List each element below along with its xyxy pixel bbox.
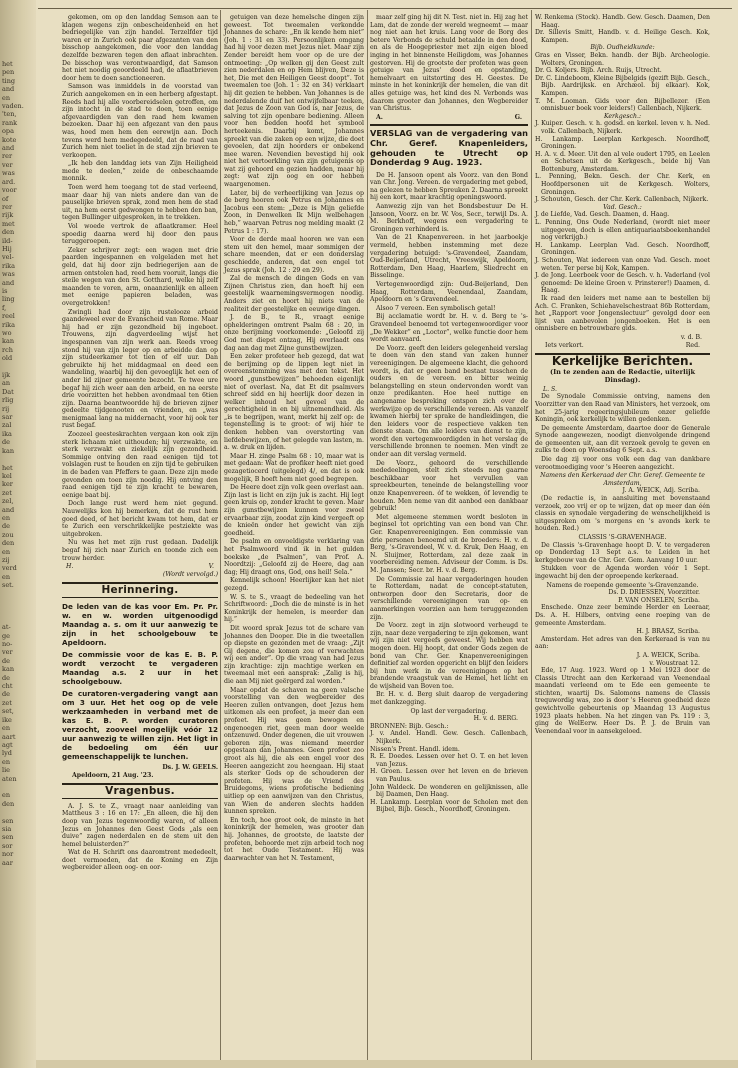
signature-initial: A. <box>376 113 383 121</box>
amsterdam-address: v. Woustraat 12. <box>649 659 700 667</box>
signature-initial: H. <box>66 563 74 571</box>
paragraph: De Classis 's-Gravenhage hoopt D. V. te vergaderen op Donderdag 13 Sept a.s. te Leiden in het kerkgebouw van de Chr. Ger. Gem. Aanvang 10 uur. <box>535 541 710 564</box>
paragraph: En toch, hoe groot ook, de minste in het koninkrijk der hemelen, was grooter dan hij. Johannes, de grootste, de laatste der profeten, behoorde met zijn arbeid toch nog tot het Oude Testament. Hij was daarwachter van het N. Testament, <box>224 816 364 862</box>
signature-line <box>62 563 218 571</box>
paragraph: De psalm en onvoeldigste verklaring van het Psalmwoord vind ik in het gulden boekske „de Psalmen”, van Prof. A. Noordtzij: „Geloofd zij de Heere, dag aan dag; Hij draagt ons, God, ons heil! Sela.” <box>224 538 364 576</box>
page-bottom-edge <box>36 1060 738 1068</box>
source-item: J. Schouten, Wat iedereen van onze Vad. Gesch. moet weten. Ter perse bij Kok, Kampen. <box>535 257 710 272</box>
editor-note-red: Red. <box>685 341 700 349</box>
notice-signature: Ds. J. W. GEELS. <box>162 763 218 771</box>
paragraph: De Heere doet zijn volk geen overlast aan. Zijn last is licht en zijn juk is zacht. Hij legt geen kruis op, zonder kracht te geven. Maar zijn gunstbewijzen kunnen voor zwoel ervaarbaar zijn, zoodat zijn kind vergeeft op de knieën onder het gewicht van zijn goedheid. <box>224 484 364 537</box>
paragraph: Zeker schrijver zegt: een wagen met drie paarden ingespannen en volgeladen met het geld, dat hij door zijn bedriegerijen aan de armen ontstolen had, reed hem vooruit, langs die steile wegen van den St. Gotthard, welke hij zelf maanden te voren, arm, onaanzienlijk en alleen met eenige papieren beladen, was overgetrokken! <box>62 246 218 307</box>
source-item: Dr. C. Lindeboom, Kleine Bijbelgids (gezift Bijb. Gesch., Bijb. Aardrijksk. en Archæol. bij elkaar). Kok, Kampen. <box>535 74 710 97</box>
paragraph: Later, bij de verheerlijking van Jezus op de berg hooren ook Petrus en Johannes en Jacobus een stem: „Deze is Mijn geliefde Zoon, in Denwelken Ik Mijn welbehagen heb,” waarvan Petrus nog melding maakt (2 Petrus 1 : 17). <box>224 189 364 235</box>
salutation: L. S. <box>543 385 558 393</box>
paragraph: (De redactie is, in aansluiting met bovenstaand verzoek, zoo vrij er op te wijzen, dat op meer dan één classis en synodale vergadering de wenschelijkheid is uitgesproken om 's morgens en 's avonds kerk te houden. Red.) <box>535 495 710 533</box>
classis-signature: P. VAN ONSELEN, Scriba. <box>618 596 700 604</box>
section-heading-vragenbus: Vragenbus. <box>62 783 218 799</box>
paragraph: „Ik heb den landdag iets van Zijn Heiligheid mede te deelen,” zeide de onbeschaamde monnik. <box>62 160 218 183</box>
subheading-kerkgesch: Kerkgesch.: <box>603 112 642 120</box>
editor-note-text: Iets verkort. <box>545 341 584 349</box>
paragraph: Ede, 17 Aug. 1923. Werd op 1 Mei 1923 door de Classis Utrecht aan den Kerkeraad van Veenendaal maandati verleend om te Ede een gemeente te stichten, waartij Ds. Salomons namens de Classis trequwordig was, zoo is door 's Heeren goedheid deze gewichtvolle gebeurtenis op Maandag 13 Augustus 1923 plaats hebben. Na het zingen van Ps. 119 : 3, ging de WelEerw. Heer Ds. P. J. de Bruin van Veenendaal voor in aansekgeloed. <box>535 667 710 735</box>
paragraph: Zwingli had door zijn rustelooze arbeid gaandeweel ever de Evanscheid van Rome. Maar hij had er zijn gezondheid bij ingeboet. Trouwens, zijn dagverdeeling wijst het ingespannen van zijn werk aan. Reeds vroeg stond hij van zijn leger op en arbeidde dan op zijn studeerkamer tot tien of elf uur. Dan gebruikte hij het middagmaal en deed een wandeling, waarbij hij den gevoeglijk het een of ander lid zijner gemeente bezocht. Te twee ure begaf hij zich weer aan den arbeid, en na eerste drie voorzitten het hebben avondmaal ten 6tien zijn. Daarna beantwoordde hij de brieven zijner gedeelte tijdgenooten en vrienden, en „was menigmaal lang na middernacht, voor hij ook ter rust begaf. <box>62 308 218 430</box>
signature-line <box>370 114 528 122</box>
classis-namens: Namens de roepende gemeente 's-Gravenzande. <box>546 581 699 589</box>
subheading-vad-gesch: Vad. Gesch.: <box>603 203 642 211</box>
paragraph: Met algemeene stemmen wordt besloten in beginsel tot oprichting van een bond van Chr. Ger. Knapenvereenigingen. Een commissie van drie personen benoemd uit de broeders: H. v. d. Berg, 's-Gravendeel, W. v. d. Kruk, Den Haag, en N. Sluijmer, Rotterdam, zal deze zaak in voorbereiding nemen. Adviseur der Comm. is Ds. M. Janssen; Secr. br. H. v. d. Berg. <box>370 513 528 574</box>
source-item: John Waldeck. De wonderen en gelijknissen, alle bij Daamen, Den Haag. <box>370 783 528 799</box>
closing-line: Op last der vergadering. <box>410 707 488 715</box>
source-item: H. Lankamp. Leerplan Vad. Gesch. Noordhoff, Groningen. <box>535 241 710 257</box>
section-heading-verslag: VERSLAG van de vergadering van Chr. Geref. Knapenleiders, gehouden te Utrecht op Donderdag 9 Aug. 1923. <box>370 128 528 168</box>
source-item: J. de Jong. Leerboek voor de Gesch. v. h. Vaderland (vol genoemd: De kleine Groen v. Prinsterer!) Daamen, d. Haag. <box>535 272 710 295</box>
paragraph: Vertegenwoordigd zijn: Oud-Beijerland, Den Haag, Rotterdam, Veenendaal, Zaandam, Apeldoorn en 's Gravendeel. <box>370 281 528 304</box>
enschede-signature: H. J. BRASZ, Scriba. <box>636 628 700 636</box>
source-item: L. Penning, Bekn. Gesch. der Chr. Kerk, en Hoofdpersonen uit de Kerkgesch. Wolters, Groningen. <box>535 173 710 196</box>
to-be-continued: (Wordt vervolgd.) <box>162 570 218 578</box>
paragraph: De Voorz. geeft den leiders gelegenheid verslag te doen van den stand van zaken hunner vereenigingen. De algemeene klacht, die gehoord wordt, is, dat er geen band bestaat tusschen de ouders en de vereen. en bitter weinig belangstelling en steun ondervonden wordt van onze predikanten. Hoe heel nuttige en aangename bespreking ontspon zich over de werkwijze op de verschillende vereen. Als vanzelf kwamen hierbij ter sprake de handleidingen, die den leiders voor de respectieve vakken ten dienste staan. Om alle leiders van dienst te zijn, wordt den vertegenwoordigden in het verslag de verschillende bronnen te noemen. Men vindt ze onder aan dit verslag vermeld. <box>370 344 528 459</box>
section-heading-kerkelijke-berichten: Kerkelijke Berichten. <box>535 353 710 366</box>
amsterdam-signature: J. A. WEICK, Scriba. <box>636 651 700 659</box>
column-4 <box>535 14 710 1054</box>
divider <box>370 124 528 126</box>
signature-initial: v. d. B. <box>680 333 702 341</box>
classis-signature: Ds. D. DRIESSEN, Voorzitter. <box>608 589 700 597</box>
source-item: H. Lankamp. Leerplan voor de Scholen met den Bijbel, Bijb. Gesch., Noordhoff, Groningen. <box>370 798 528 814</box>
paragraph: De Voorz., gehoord de verschillende mededeelingen, stelt zich steeds nog gaarne beschikbaar voor het vervullen van spreekbeurten, teneinde de belangstelling voor onze Knapenvereen. óf te wekken, óf levendig te houden. Men neme van dit aanbod een dankbaar gebruik! <box>370 459 528 513</box>
section-heading-herinnering: Herinnering. <box>62 582 218 598</box>
column-3 <box>370 14 528 1054</box>
paragraph: Zal de mensch de dingen Gods en van Zijnen Christus zien, dan hoeft hij een geestelijk waarnemingsvermogen noodig. Anders ziet en hoort hij niets van de realiteit der geestelijke en eeuwige dingen. <box>224 275 364 313</box>
source-item: W. Renkema (Stock). Handb. Gew. Gesch. Daamen, Den Haag. <box>535 14 710 29</box>
paragraph: Van de 21 Knapenvereen. in het jaarboekje vermeld, hebben instemming met deze vergadering betuigd: 's-Gravendeel, Zaandam, Oud-Beijerland, Utrecht, Vreeswijk, Apeldoorn, Rotterdam, Den Haag, Haarlem, Sliedrecht en Bisselinge. <box>370 234 528 280</box>
paragraph: maar zelf ging hij dit N. Test. niet in. Hij zag het Lam, dat de zonde der wereld wegneemt — maar nog niet aan het kruis. Lang voor de Borg des betere Verbonds de schuld betaalde in den dood, en als de Hoogepriester met zijn eigen bloed inging in het binnenste Heiligdom, was Johannes gestorven. Hij de grootste der profeten was geen getuige van Jezus' dood en opstanding, hemelvaart en uitstorting des H. Geestes. De minste in het koninkrijk der hemelen, die van dit alles getuige was, het kind des N. Verbonds was daarom grooter dan Johannes, den Wegbereider van Christus. <box>370 14 528 113</box>
column-divider <box>531 10 532 1060</box>
paragraph: Alsoo 7 vereen. Een symbolisch getal! <box>376 304 496 312</box>
column-1 <box>62 14 218 1054</box>
paragraph: Maar opdat de schaven na geen valsche voorstelling van den wegbereider des Heeren zullen ontvangen, doet Jezus hem uitkomen als een profeet, ja meer dan een profeet. Hij was geen bewogen en ongenoegen riet, geen man door weelde ontzenuwd. Onder degenen, die uit vrouwen geboren zijn, was niemand meerder opgestaan dan Johannes. Geen profeet zoo groot als hij, die als een engel voor des Heeren aangezicht zou heengaan. Hij staat als sterker Gods op de schouderen der profeten. Hij was de Vriend des Bruidegoms, wiens profetische bediening uitliep op een aanwijzen van den Christus, van Wien de anderen slechts hadden kunnen spreken. <box>224 686 364 816</box>
paragraph: Bij acclamatie wordt br. H. v. d. Berg te 's-Gravendeel benoemd tot vertegenwoordiger voor „De Wekker” en „Loctor”, welke functie door hem wordt aanvaard. <box>370 313 528 344</box>
paragraph: Enschede. Onze zeer beminde Herder en Leeraar, Ds. A. H. Hilbers, ontving eene roeping van de gemeente Amsterdam. <box>535 604 710 627</box>
paragraph: Vol woede vertrok de aflaatkramer. Heel spoedig daarna werd hij door den paus teruggeroepen. <box>62 223 218 246</box>
namens-line: Namens den Kerkeraad der Chr. Geref. Gemeente te Amsterdam, <box>540 472 705 487</box>
paragraph: Aanwezig zijn van het Bondsbestuur De H. Jansoon, Voorz. en br. W. Vos, Secr., terwijl Ds. A. M. Berkhoff, wegens een vergadering te Groningen verhinderd is. <box>370 203 528 233</box>
paragraph: De H. Jansoon opent als Voorz. van den Bond van Chr. Jong. Vereen. de vergadering met gebed, na gelezen te hebben Spreuken 2. Daarna spreekt hij een kort, maar krachtig openingswoord. <box>370 171 528 202</box>
paragraph: De Commissie zal haar vergaderingen houden te Rotterdam, nadat de concept-statuten, ontworpen door den Secretaris, door de verschillende vereenigingen van op- en aanmerkingen voorzien aan hem teruggezonden zijn. <box>370 575 528 621</box>
classis-heading: CLASSIS 'S-GRAVENHAGE. <box>578 534 667 541</box>
paragraph: Ik raad den leiders met name aan te bestellen bij Ach. C. Franken, Schiehavelschestraat 86b Rotterdam, het „Rapport voor Jongenslectuur” gevolgd door een lijst van aanbevolen jongenboeken. Het is een omnisbere en betrouwbare gids. <box>535 294 710 333</box>
source-item: Dr. Sillevis Smitt, Handb. v. d. Heilige Gesch. Kok, Kampen. <box>535 29 710 44</box>
notice-text: De commissie voor de kas E. B. P. wordt verzocht te vergaderen Maandag a.s. 2 uur in het schoolgebouw. <box>62 649 218 686</box>
source-item: J. Kuiper. Gesch. v. h. godsd. en kerkel. leven v. h. Ned. volk. Callenbach, Nijkerk. <box>535 120 710 135</box>
editor-note <box>535 342 710 350</box>
paragraph: gekomen, om op den landdag Semson aan te klagen wegens zijn onbescheidenheid en het bedriegelijke van zijn handel. Terzelfder tijd waren er in Zurich ook paar afgezanten van den bisschop aangekomen, die voor den landdag dezelfde bezwaren tegen den aflaat inbrachten. De bisschop was verontwaardigd, dat Samson het niet noodig geoordeeld had, de aflaatbrieven door hem te doen sanctioneeren. <box>62 14 218 82</box>
paragraph: Een zeker profeteer heb gezegd, dat wat de berijming op de lippen legt niet in overeenstemming was met den tekst. Het woord „gunstbewijzen” behoeden eigenlijk niet of overlast. Na, dat Et dit psalmvers schreef sidd en hij heerlijk door dezen in welker inhoud het gevoel van de gerechtigheid in en bij uitnemendheid. Als „is te begrijpen, want, merkt hij zelf op: de tegenstelling is te groot: of wij hier te denken hebben van overstorting van liefdebewijzen, of het gelegde van lasten, m. a. w. druk en lijden. <box>224 353 364 452</box>
section-subheading: (In te zenden aan de Redactie, uiterlijk Dinsdag). <box>549 367 696 384</box>
paragraph: Toen werd hem toegang tot de stad verleend, maar daar hij van niets andere dan van de pauselijke brieven sprak, zond men hem de stad uit, na hem eerst gedwongen te hebben den ban, tegen Bullinger uitgesproken, in te trekken. <box>62 184 218 222</box>
report-signature: H. v. d. BERG. <box>473 715 518 723</box>
source-item: H. A. v. d. Meer. Uit den al vele oudert 1795, en Leelen en Schetsen uit de Kerkgesch., beide bij Van Bottenburg, Amsterdam. <box>535 150 710 173</box>
source-item: Nissen's Prent. Handl. idem. <box>370 745 460 753</box>
source-item: J. v. Andel. Handl. Gew. Gesch. Callenbach, Nijkerk. <box>370 730 528 746</box>
paragraph: Nu was het met zijn rust gedaan. Dadelijk begaf hij zich naar Zurich en toonde zich een trouw herder. <box>62 539 218 562</box>
notice-text: De curatoren-vergadering vangt aan om 3 uur. Het het oog op de vele werkzaamheden in verband met de kas E. B. P. worden curatoren verzocht, zooveel mogelijk vóór 12 uur aanwezig te willen zijn. Het ligt in de bedoeling om één uur gemeenschappelijk te lunchen. <box>62 688 218 761</box>
column-divider <box>367 10 368 1060</box>
notice-date: Apeldoorn, 21 Aug. '23. <box>72 771 154 779</box>
source-item: L. Penning, Ons Oude Nederland, (wordt niet meer uitgegeven, doch is ellen antiquariaatsboekenhandel nog verkrijgb.) <box>535 219 710 242</box>
paragraph: J. de B., te R., vraagt eenige ophelderingen omtrent Psalm 68 : 20, in onze berijming voorkomende: „Geloofd zij God met diepst ontzag, Hij overlaadt ons dag aan dag met Zijne gunstbewijzen. <box>224 314 364 352</box>
paragraph: Stukken voor de Agenda worden vóór 1 Sept. ingewacht bij den der oproepende kerkeraad. <box>535 565 710 580</box>
source-item: BRONNEN: Bijb. Gesch.: <box>370 722 449 730</box>
paragraph: Wat de H. Schrift ons daaromtrent mededeelt, doet vermoeden, dat de Koning en Zijn wegbereider alleen oog- en oor- <box>62 849 218 872</box>
paragraph: A. J. S. te Z., vraagt naar aanleiding van Mattheus 3 : 16 en 17: „En alleen, die hij den doop van Jezus tegenwoordig waren, of alleen Jezus en Johannes den Geest Gods „als een duive” zagen nederdalen en de stem uit den hemel beluisterden?” <box>62 802 218 848</box>
paragraph: Br. H. v. d. Berg sluit daarop de vergadering met dankzegging. <box>370 691 528 707</box>
column-divider <box>220 10 221 1060</box>
spine-text: het pen ting and en vaden. 'ten, rank opa kote and rer ver was ard. voor of rer rijk met den ild- Hij vel- rika was and is ling f, reel rika wo kan rch old ijk an Dat rlig rij sar zal ika de kan het kel ker zet zel, and en de zou den en zij verd en set. at- ge no- ver de kan de cht de zet set, ike en aart agt lyd en lie aten en den sen sia sen sor nor aar <box>2 60 24 867</box>
source-item: J. Schouten, Gesch. der Chr. Kerk. Callenbach, Nijkerk. <box>535 196 709 204</box>
source-item: Gras en Visser, Bekn. handb. der Bijb. Archeologie. Wolters, Groningen. <box>535 51 710 67</box>
signature-initial: V. <box>208 563 214 571</box>
paragraph: getuigen van deze hemelsche dingen zijn geweest. Tot tweemalen verkondde Johannes de schare: „En ik kende hem niet” (Joh. 1 : 31 en 33). Persoonlijken omgang had hij voor dezen met Jezus niet. Maar zijn Zender bereidt hem voor op de ure der ontmoeting: „Op welken gij den Geest zult zien nederdalen en op Hem blijven, Deze is het, Die met den Heiligen Geest doopt”. Tot tweemalen toe (Joh. 1 : 32 en 34) verklaart hij dit gezien te hebben. Van Johannes is de nederdalende duif het ontwijfelbaar teeken, dat Jezus de Zoon van God is, nar Jezus, de salving tot zijn openbare bediening. Alleen voor hen bedden hoofd het symbool herteekenis. Daarbij komt, Johannes spreekt van die zaken op een wijze, die doet gevoelen, dat zijn hoorders er onbekend mee waren. Nevendien bevestigd hij ook niet het vertoerkling van zijn getuigenis op wat zij gehoord en gezien hadden, maar hij zegt: wat zijn oog en oor hebben waargenomen. <box>224 14 364 189</box>
signature-initial: G. <box>514 113 522 121</box>
paragraph: Zoozeel geesteskrachten vergaan kon ook zijn sterk lichaam niet uithouden; hij verzwakte, en sterk verzwakt en ziekelijk zijn gezondheid. Sommige ontving den raad eenigen tijd tot volslagen rust te houden en zijn tijd te gebruiken in de baden van Pfeffers te gaan. Deze zijn mede gevonden om toen zijn noodig. Hij ontving den raad eenigen tijd te zijn kracht te bewaren, eenige baat bij. <box>62 431 218 499</box>
source-item: R. E. Doedes. Lessen over het O. T. en het leven van Jezus. <box>370 753 528 768</box>
paragraph: Samson was inmiddels in de voorstad van Zurich aangekomen en in een herberg afgestapt. Reeds had hij alle voorbereidselen getroffen, om zijn intocht in de stad te doen, toen eenige afgevaardigden van den raad hem kwamen bezoeken. Daar hij een afgezant van den paus was, hoed men hem den eerewijn aan. Doch tevens werd hem medegedeeld, dat de raad van Zurich hem niet toeliet in de stad zijn brieven te verkoopen. <box>62 83 218 159</box>
paragraph: Kennelijk schoon! Heerlijker kan het niet gezegd. <box>224 577 364 592</box>
top-rule <box>38 8 732 9</box>
paragraph: De gemeente Amsterdam, daartoe door de Generale Synode aangewezen, noodigt dienvolgende dringend de gemeenten uit, aan dit verzoek gevolg te geven en zulks te doen op Woensdag 6 Sept. a.s. <box>535 424 710 455</box>
notice-text: De leden van de kas voor Em. Pr. Pr. w. en w. worden uitgenoodigd Maandag a. s. om it uur aanwezig te zijn in het schoolgebouw te Apeldoorn. <box>62 601 218 647</box>
paragraph: De Synodale Commissie ontving, namens den Voorzitter van den Raad van Ministers, het verzoek, om het 25-jarig regeeringsjubileum onzer geliefde Koningin, ook kerkelijk te willen gedenken. <box>535 393 710 424</box>
paragraph: Maar H. zinge Psalm 68 : 10, maar wat is met gedaan: Wat de profiker heeft niet goed gezagetiocerd (uitgelegd) 4/, en dat is ook mogelijk, B hoeft hem niet goed begrepen. <box>224 452 364 483</box>
binding-spine <box>0 0 36 1068</box>
namens-signature: J. A. WEICK, Adj. Scriba. <box>622 487 700 495</box>
column-2 <box>224 14 364 1054</box>
source-item: H. Groen. Lessen over het leven en de brieven van Paulus. <box>370 768 528 783</box>
source-item: Dr. G. Koljers. Bijb. Arch. Ruijs, Utrecht. <box>535 67 662 75</box>
source-item: J. de Liefde, Vad. Gesch. Daamen, d. Haag. <box>535 211 670 219</box>
subheading-oudheidkunde: Bijb. Oudheidkunde: <box>590 44 655 52</box>
paragraph: Dit woord sprak Jezus tot de schare van Johannes den Dooper. Die in die tweetallen op diepste en gezonden met de vraag: „Zijt Gij degene, die komen zou of verwachten wij een ander”. Op die vraag van had Jezus zijn krachtige: zijn machtige werken en tweemaal met een aansprak: „Zalig is hij, die aan Mij niet geërgerd zal worden.” <box>224 624 364 686</box>
paragraph: W. S. te S., vraagt de bedeeling van het Schriftwoord: „Doch die de minste is in het Koninkrijk der hemelen, is meerder dan hij.” <box>224 593 364 624</box>
source-item: H. Lankamp. Leerplan Kerkgesch. Noordhoff, Groningen. <box>535 135 710 151</box>
paragraph: Doch lange rust werd hem niet gegund. Nauwelijks kon hij bemerken, dat de rust hem goed deed, of het bericht kwam tot hem, dat er te Zurich een verschrikkelijke pestziekte was uitgebroken. <box>62 500 218 538</box>
source-item: T. M. Looman. Gids voor den Bijbellezer. (Een omnisbuer boek voor leiders!) Callenbach, Nijkerk. <box>535 97 710 113</box>
paragraph: Voor de derde maal hooren we van een stem uit den hemel, maar sommigen der schare meenden, dat er een donderslag geschiedde, anderen, dat een engel tot Jezus sprak (Joh. 12 : 29 en 29). <box>224 236 364 274</box>
paragraph: Die dag zij voor ons volk een dag van dankbare verootmoediging voor 's Heeren aangezicht. <box>535 456 710 471</box>
paragraph: De Voorz. zegt in zijn slotwoord verheugd te zijn, naar deze vergadering te zijn gekomen, want wij zijn niet vergeefs geweest. Wij hebben wat mogen doen. Hij hoopt, dat onder Gods zegen de bond van Chr. Ger. Knapenvereenigingen definitief zal worden opgericht en blijf den leiders bij hun werk in de vereenigingen op het brandende vraagstuk van de Hemel, het licht en de wijsheid van Boven toe. <box>370 622 528 690</box>
paragraph: Amsterdam. Het adres van den Kerkeraad is van nu aan: <box>535 635 710 651</box>
